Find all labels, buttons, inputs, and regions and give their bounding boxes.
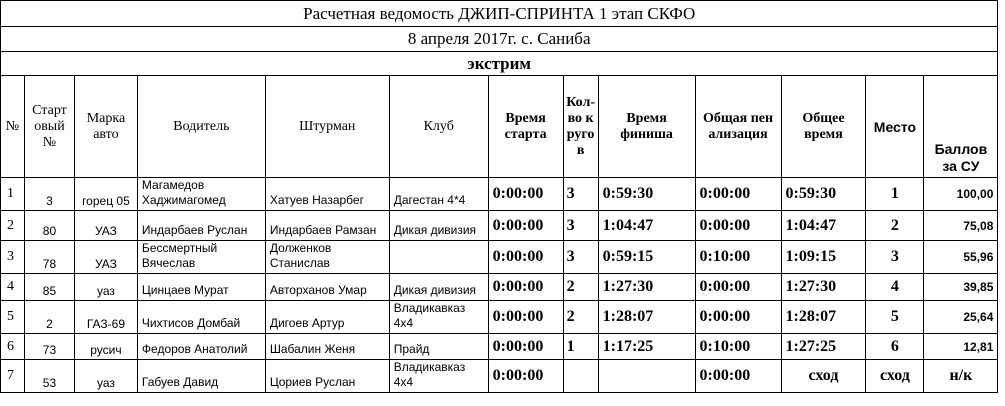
finish-time: 1:04:47 (598, 211, 695, 241)
driver-name: Федоров Анатолий (137, 334, 265, 360)
place: 4 (866, 274, 924, 301)
car-make: уаз (74, 274, 137, 301)
start-number: 73 (24, 334, 74, 360)
sheet-title: Расчетная ведомость ДЖИП-СПРИНТА 1 этап СКФО (1, 1, 998, 27)
driver-name: Индарбаев Руслан (137, 211, 265, 241)
driver-name: Чихтисов Домбай (137, 301, 265, 334)
table-row (1, 334, 1005, 360)
score: 100,00 (924, 178, 998, 211)
penalty-time: 0:00:00 (695, 211, 781, 241)
car-make: уаз (74, 360, 137, 393)
navigator-name: Хатуев Назарбег (265, 178, 389, 211)
navigator-name: Индарбаев Рамзан (265, 211, 389, 241)
row-number: 3 (1, 241, 25, 274)
table-row (1, 274, 1005, 301)
start-time: 0:00:00 (488, 360, 563, 393)
score: 25,64 (924, 301, 998, 334)
header-place: Место (866, 76, 924, 178)
driver-name: Габуев Давид (137, 360, 265, 393)
club-name: Владикавказ 4х4 (389, 360, 488, 393)
place: 3 (866, 241, 924, 274)
penalty-time: 0:10:00 (695, 334, 781, 360)
header-driver: Водитель (137, 76, 265, 178)
header-start-no: Стартовый № (24, 76, 74, 178)
table-row (1, 241, 1005, 274)
club-name: Владикавказ 4х4 (389, 301, 488, 334)
start-time: 0:00:00 (488, 178, 563, 211)
row-number: 2 (1, 211, 25, 241)
sheet-subtitle: 8 апреля 2017г. с. Саниба (1, 27, 998, 52)
score: 55,96 (924, 241, 998, 274)
start-time: 0:00:00 (488, 334, 563, 360)
start-time: 0:00:00 (488, 301, 563, 334)
lap-count (563, 360, 598, 393)
driver-name: Магамедов Хаджимагомед (137, 178, 265, 211)
score: н/к (924, 360, 998, 393)
score: 12,81 (924, 334, 998, 360)
table-row (1, 211, 1005, 241)
start-number: 2 (24, 301, 74, 334)
finish-time (598, 360, 695, 393)
start-number: 3 (24, 178, 74, 211)
row-number: 7 (1, 360, 25, 393)
lap-count: 3 (563, 241, 598, 274)
row-number: 1 (1, 178, 25, 211)
total-time: 0:59:30 (781, 178, 866, 211)
score: 39,85 (924, 274, 998, 301)
finish-time: 0:59:15 (598, 241, 695, 274)
section-title: экстрим (1, 52, 998, 76)
finish-time: 0:59:30 (598, 178, 695, 211)
table-row (1, 360, 1005, 393)
lap-count: 3 (563, 178, 598, 211)
start-number: 80 (24, 211, 74, 241)
header-num: № (1, 76, 25, 178)
start-time: 0:00:00 (488, 241, 563, 274)
score: 75,08 (924, 211, 998, 241)
lap-count: 3 (563, 211, 598, 241)
penalty-time: 0:00:00 (695, 301, 781, 334)
header-start-time: Время старта (488, 76, 563, 178)
row-number: 6 (1, 334, 25, 360)
driver-name: Цинцаев Мурат (137, 274, 265, 301)
penalty-time: 0:10:00 (695, 241, 781, 274)
start-number: 53 (24, 360, 74, 393)
total-time: 1:28:07 (781, 301, 866, 334)
start-time: 0:00:00 (488, 274, 563, 301)
header-club: Клуб (389, 76, 488, 178)
penalty-time: 0:00:00 (695, 178, 781, 211)
club-name: Прайд (389, 334, 488, 360)
header-navigator: Штурман (265, 76, 389, 178)
car-make: горец 05 (74, 178, 137, 211)
place: 5 (866, 301, 924, 334)
lap-count: 1 (563, 334, 598, 360)
car-make: русич (74, 334, 137, 360)
header-row (1, 76, 1005, 178)
table-row (1, 178, 1005, 211)
penalty-time: 0:00:00 (695, 274, 781, 301)
start-number: 78 (24, 241, 74, 274)
club-name: Дагестан 4*4 (389, 178, 488, 211)
place: 1 (866, 178, 924, 211)
total-time: 1:09:15 (781, 241, 866, 274)
finish-time: 1:27:30 (598, 274, 695, 301)
start-number: 85 (24, 274, 74, 301)
header-total-time: Общее время (781, 76, 866, 178)
place: 6 (866, 334, 924, 360)
penalty-time: 0:00:00 (695, 360, 781, 393)
driver-name: Бессмертный Вячеслав (137, 241, 265, 274)
start-time: 0:00:00 (488, 211, 563, 241)
header-score: Баллов за СУ (924, 76, 998, 178)
header-penalty: Общая пенализация (695, 76, 781, 178)
finish-time: 1:28:07 (598, 301, 695, 334)
total-time: 1:04:47 (781, 211, 866, 241)
car-make: ГАЗ-69 (74, 301, 137, 334)
navigator-name: Цориев Руслан (265, 360, 389, 393)
total-time: сход (781, 360, 866, 393)
place: 2 (866, 211, 924, 241)
car-make: УАЗ (74, 211, 137, 241)
place: сход (866, 360, 924, 393)
navigator-name: Дигоев Артур (265, 301, 389, 334)
navigator-name: Шабалин Женя (265, 334, 389, 360)
navigator-name: Долженков Станислав (265, 241, 389, 274)
total-time: 1:27:25 (781, 334, 866, 360)
club-name: Дикая дивизия (389, 274, 488, 301)
club-name: Дикая дивизия (389, 211, 488, 241)
table-row (1, 301, 1005, 334)
header-car: Марка авто (74, 76, 137, 178)
row-number: 5 (1, 301, 25, 334)
lap-count: 2 (563, 274, 598, 301)
header-laps: Кол-во кругов (563, 76, 598, 178)
row-number: 4 (1, 274, 25, 301)
navigator-name: Авторханов Умар (265, 274, 389, 301)
total-time: 1:27:30 (781, 274, 866, 301)
finish-time: 1:17:25 (598, 334, 695, 360)
lap-count: 2 (563, 301, 598, 334)
header-finish-time: Время финиша (598, 76, 695, 178)
club-name (389, 241, 488, 274)
car-make: УАЗ (74, 241, 137, 274)
